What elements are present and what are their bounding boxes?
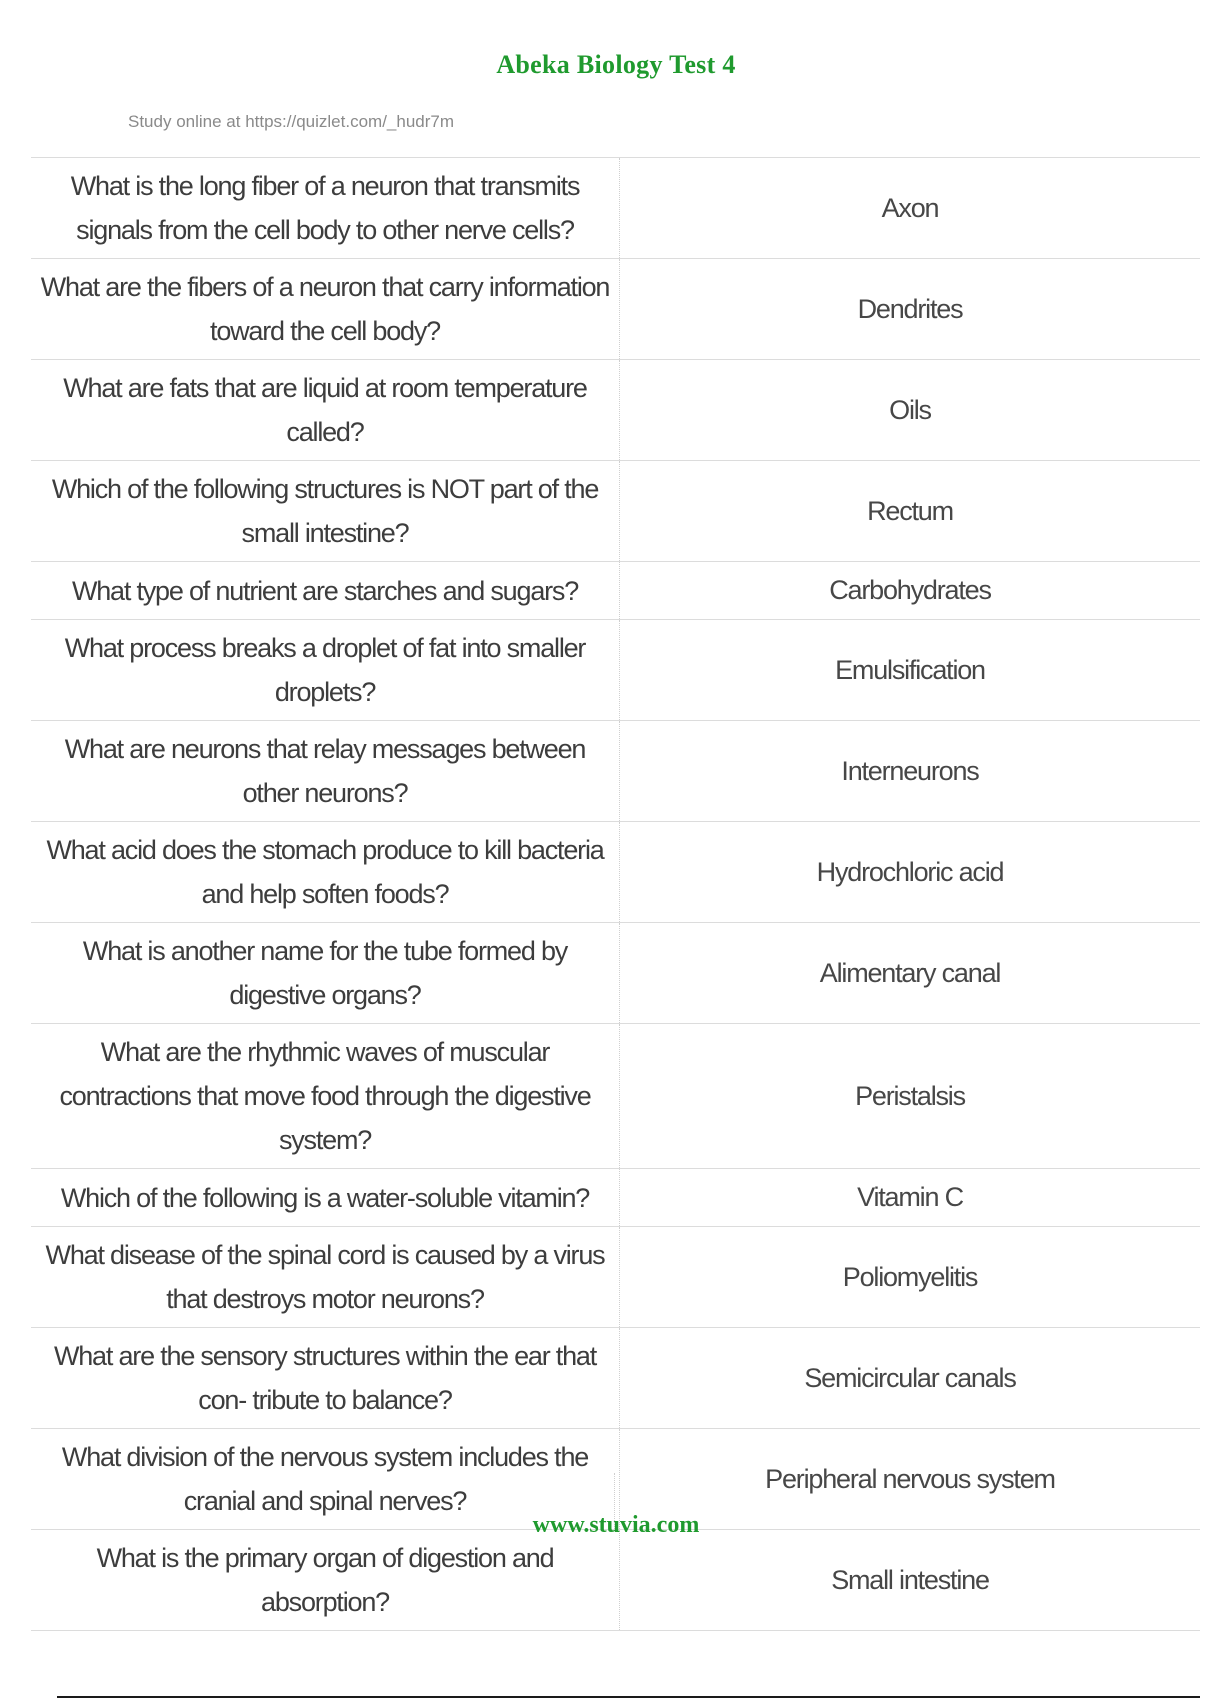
footer-link[interactable]: www.stuvia.com xyxy=(532,1512,700,1538)
answer-cell: Oils xyxy=(620,360,1201,461)
question-cell: What disease of the spinal cord is caused by a virus that destroys motor neurons? xyxy=(31,1227,620,1328)
question-cell: What type of nutrient are starches and sugars? xyxy=(31,562,620,620)
table-row xyxy=(31,620,1200,721)
table-row xyxy=(31,562,1200,620)
bottom-rule xyxy=(57,1696,1200,1698)
question-cell: Which of the following is a water-soluble vitamin? xyxy=(31,1169,620,1227)
answer-cell: Poliomyelitis xyxy=(620,1227,1201,1328)
question-cell: What acid does the stomach produce to kill bacteria and help soften foods? xyxy=(31,822,620,923)
answer-cell: Interneurons xyxy=(620,721,1201,822)
table-row xyxy=(31,1227,1200,1328)
answer-cell: Peripheral nervous system xyxy=(620,1429,1201,1530)
answer-cell: Peristalsis xyxy=(620,1024,1201,1169)
question-cell: What are neurons that relay messages between other neurons? xyxy=(31,721,620,822)
table-row xyxy=(31,1024,1200,1169)
table-row xyxy=(31,1530,1200,1631)
question-cell: What are fats that are liquid at room temperature called? xyxy=(31,360,620,461)
cutoff-source-line xyxy=(128,112,455,146)
table-row xyxy=(31,259,1200,360)
question-cell: What is another name for the tube formed by digestive organs? xyxy=(31,923,620,1024)
cutoff-source-text: Study online at https://quizlet.com/_hudr7m xyxy=(128,112,455,131)
question-cell: What process breaks a droplet of fat into smaller droplets? xyxy=(31,620,620,721)
answer-cell: Rectum xyxy=(620,461,1201,562)
table-row xyxy=(31,1169,1200,1227)
answer-cell: Small intestine xyxy=(620,1530,1201,1631)
answer-cell: Emulsification xyxy=(620,620,1201,721)
document-title: Abeka Biology Test 4 xyxy=(496,50,736,79)
question-cell: What is the long fiber of a neuron that transmits signals from the cell body to other nerve cells? xyxy=(31,158,620,259)
table-row xyxy=(31,1328,1200,1429)
question-cell: What is the primary organ of digestion and absorption? xyxy=(31,1530,620,1631)
answer-cell: Hydrochloric acid xyxy=(620,822,1201,923)
answer-cell: Alimentary canal xyxy=(620,923,1201,1024)
flashcard-table-body xyxy=(31,158,1200,1631)
question-cell: What division of the nervous system includes the cranial and spinal nerves? xyxy=(31,1429,620,1530)
table-row xyxy=(31,461,1200,562)
answer-cell: Semicircular canals xyxy=(620,1328,1201,1429)
question-cell: What are the fibers of a neuron that carry information toward the cell body? xyxy=(31,259,620,360)
flashcard-table xyxy=(31,157,1200,1631)
table-row xyxy=(31,822,1200,923)
answer-cell: Vitamin C xyxy=(620,1169,1201,1227)
question-cell: What are the rhythmic waves of muscular contractions that move food through the digestive system? xyxy=(31,1024,620,1169)
answer-cell: Axon xyxy=(620,158,1201,259)
question-cell: Which of the following structures is NOT part of the small intestine? xyxy=(31,461,620,562)
answer-cell: Carbohydrates xyxy=(620,562,1201,620)
table-row xyxy=(31,158,1200,259)
answer-cell: Dendrites xyxy=(620,259,1201,360)
table-row xyxy=(31,721,1200,822)
table-row xyxy=(31,360,1200,461)
question-cell: What are the sensory structures within the ear that con- tribute to balance? xyxy=(31,1328,620,1429)
table-row xyxy=(31,923,1200,1024)
